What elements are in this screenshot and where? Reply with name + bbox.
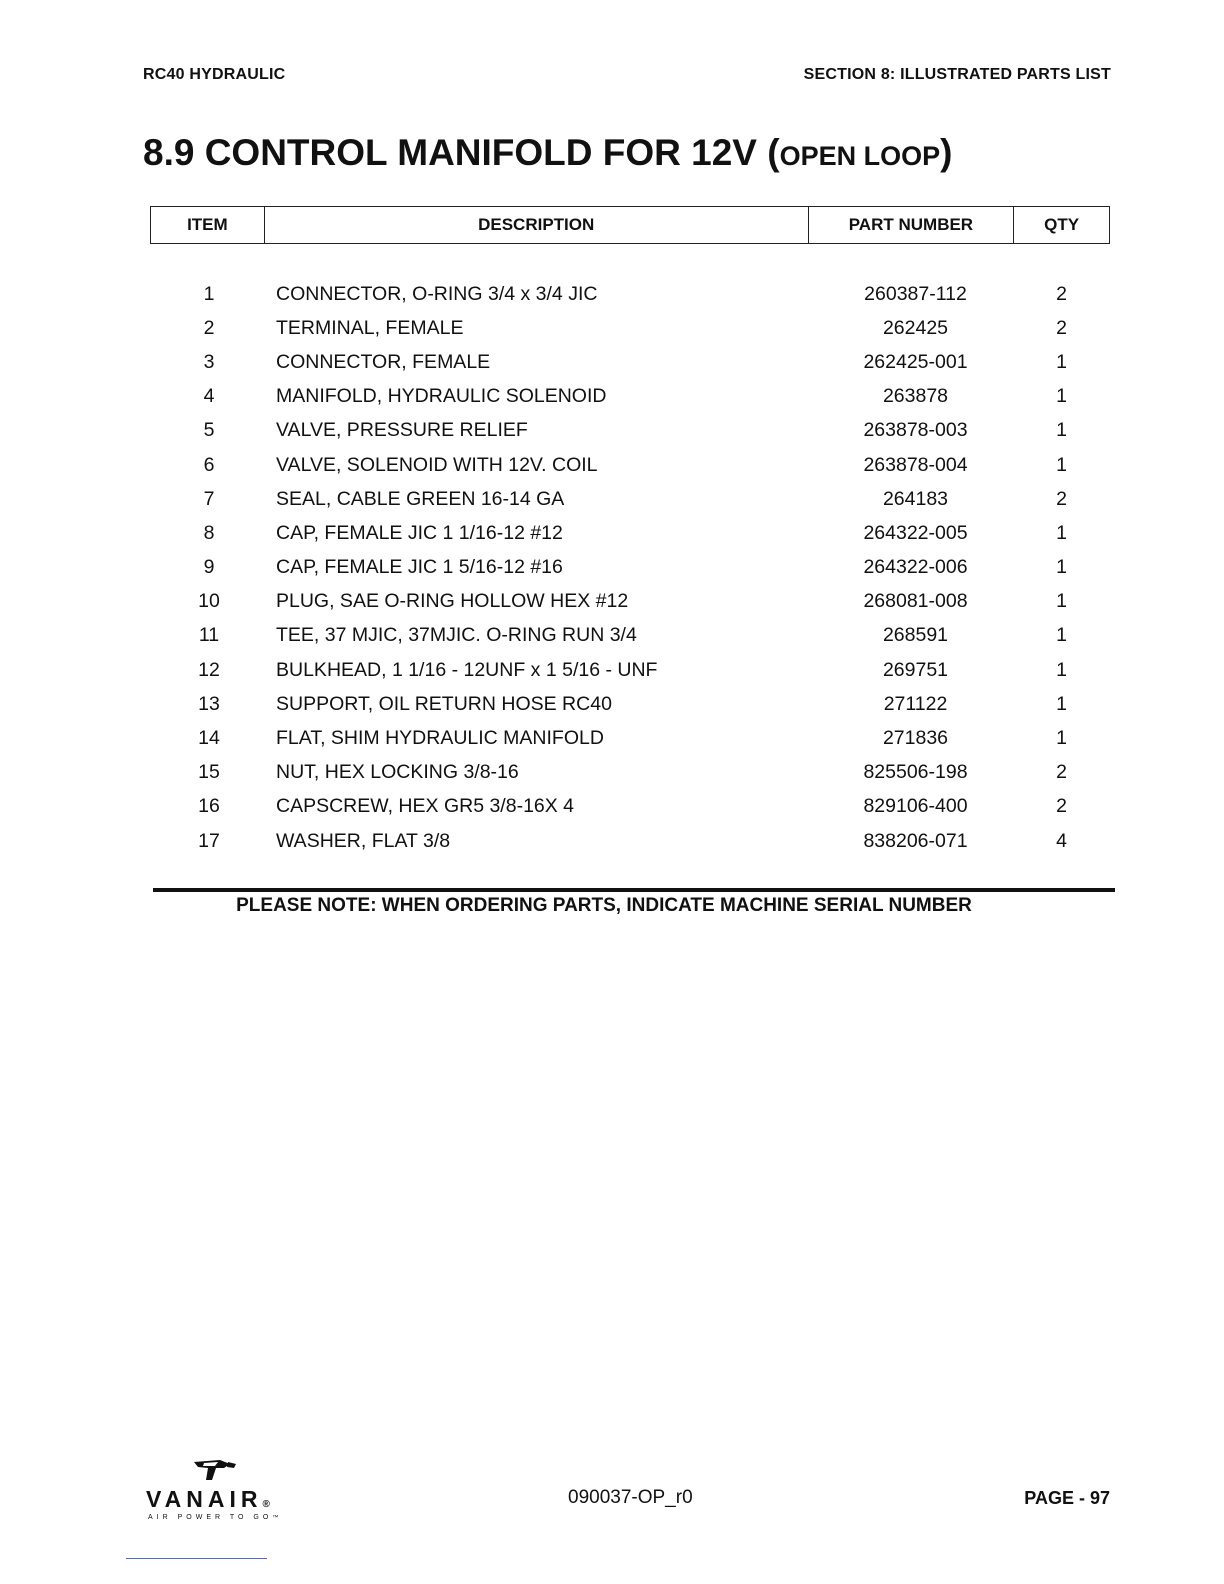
description-cell: CONNECTOR, FEMALE bbox=[276, 350, 491, 373]
part-number-cell: 264322-005 bbox=[863, 521, 968, 544]
table-row bbox=[150, 653, 1110, 687]
tagline-text: AIR POWER TO GO bbox=[148, 1514, 273, 1521]
description-cell: CAP, FEMALE JIC 1 5/16-12 #16 bbox=[276, 556, 563, 579]
description-cell: NUT, HEX LOCKING 3/8-16 bbox=[276, 761, 519, 784]
table-row bbox=[150, 380, 1110, 414]
footer-line bbox=[126, 1558, 267, 1559]
column-header-description: DESCRIPTION bbox=[265, 207, 809, 243]
item-cell: 5 bbox=[203, 419, 215, 442]
item-cell: 17 bbox=[198, 829, 220, 852]
table-row bbox=[150, 687, 1110, 721]
part-number-cell: 264183 bbox=[882, 487, 949, 510]
table-row bbox=[150, 482, 1110, 516]
page-number: PAGE - 97 bbox=[1024, 1488, 1110, 1508]
qty-cell: 2 bbox=[1056, 795, 1067, 818]
description-cell: BULKHEAD, 1 1/16 - 12UNF x 1 5/16 - UNF bbox=[276, 658, 658, 681]
qty-cell: 1 bbox=[1056, 692, 1067, 715]
table-row bbox=[150, 585, 1110, 619]
table-row bbox=[150, 824, 1110, 858]
item-cell: 9 bbox=[203, 556, 215, 579]
table-row bbox=[150, 721, 1110, 755]
qty-cell: 1 bbox=[1056, 521, 1067, 544]
item-cell: 16 bbox=[198, 795, 220, 818]
table-row bbox=[150, 414, 1110, 448]
description-cell: PLUG, SAE O-RING HOLLOW HEX #12 bbox=[276, 590, 629, 613]
part-number-cell: 271122 bbox=[883, 692, 948, 715]
item-cell: 7 bbox=[203, 487, 215, 510]
table-row bbox=[150, 345, 1110, 379]
description-cell: VALVE, PRESSURE RELIEF bbox=[276, 419, 528, 442]
title-main: 8.9 CONTROL MANIFOLD FOR 12V bbox=[143, 132, 768, 173]
divider bbox=[153, 888, 1115, 892]
qty-cell: 1 bbox=[1056, 624, 1067, 647]
description-cell: CAPSCREW, HEX GR5 3/8-16X 4 bbox=[276, 795, 575, 818]
tagline-trademark: ™ bbox=[272, 1515, 279, 1521]
qty-cell: 1 bbox=[1056, 453, 1067, 476]
part-number-cell: 262425-001 bbox=[863, 350, 968, 373]
brand-logo bbox=[146, 1486, 270, 1513]
table-row bbox=[150, 516, 1110, 550]
item-cell: 13 bbox=[198, 692, 220, 715]
description-cell: VALVE, SOLENOID WITH 12V. COIL bbox=[276, 453, 598, 476]
item-cell: 15 bbox=[198, 761, 220, 784]
part-number-cell: 263878-003 bbox=[863, 419, 968, 442]
parts-table-body bbox=[150, 277, 1110, 858]
table-row bbox=[150, 551, 1110, 585]
ordering-note: PLEASE NOTE: WHEN ORDERING PARTS, INDICATE MACHINE SERIAL NUMBER bbox=[236, 895, 972, 916]
part-number-cell: 838206-071 bbox=[863, 829, 968, 852]
item-cell: 8 bbox=[203, 521, 215, 544]
table-row bbox=[150, 448, 1110, 482]
qty-cell: 4 bbox=[1056, 829, 1067, 852]
qty-cell: 2 bbox=[1056, 487, 1067, 510]
qty-cell: 2 bbox=[1056, 316, 1067, 339]
part-number-cell: 263878 bbox=[882, 385, 949, 408]
qty-cell: 2 bbox=[1056, 761, 1067, 784]
part-number-cell: 825506-198 bbox=[863, 761, 968, 784]
description-cell: SUPPORT, OIL RETURN HOSE RC40 bbox=[276, 692, 612, 715]
table-row bbox=[150, 756, 1110, 790]
item-cell: 4 bbox=[203, 385, 215, 408]
column-header-item: ITEM bbox=[151, 207, 265, 243]
table-row bbox=[150, 790, 1110, 824]
part-number-cell: 264322-006 bbox=[863, 556, 968, 579]
page-title bbox=[143, 132, 952, 174]
description-cell: SEAL, CABLE GREEN 16-14 GA bbox=[276, 487, 565, 510]
title-small-caps: OPEN LOOP bbox=[779, 141, 941, 171]
part-number-cell: 268591 bbox=[882, 624, 949, 647]
title-paren-open: ( bbox=[767, 132, 780, 173]
description-cell: TEE, 37 MJIC, 37MJIC. O-RING RUN 3/4 bbox=[276, 624, 637, 647]
brand-registered-mark: ® bbox=[262, 1499, 270, 1510]
part-number-cell: 262425 bbox=[882, 316, 949, 339]
item-cell: 1 bbox=[203, 282, 215, 305]
item-cell: 6 bbox=[203, 453, 215, 476]
table-row bbox=[150, 619, 1110, 653]
qty-cell: 1 bbox=[1056, 727, 1067, 750]
table-header bbox=[150, 206, 1110, 244]
table-row bbox=[150, 311, 1110, 345]
vanair-logo-icon bbox=[190, 1458, 238, 1482]
header-right: SECTION 8: ILLUSTRATED PARTS LIST bbox=[803, 66, 1111, 83]
part-number-cell: 269751 bbox=[882, 658, 949, 681]
item-cell: 10 bbox=[198, 590, 220, 613]
item-cell: 11 bbox=[198, 624, 220, 647]
qty-cell: 1 bbox=[1056, 419, 1067, 442]
part-number-cell: 260387-112 bbox=[864, 282, 967, 305]
description-cell: CAP, FEMALE JIC 1 1/16-12 #12 bbox=[276, 521, 563, 544]
brand-tagline bbox=[148, 1514, 278, 1521]
item-cell: 12 bbox=[198, 658, 220, 681]
table-row bbox=[150, 277, 1110, 311]
column-header-part-number: PART NUMBER bbox=[809, 207, 1015, 243]
part-number-cell: 268081-008 bbox=[863, 590, 968, 613]
brand-name: VANAIR bbox=[146, 1486, 263, 1512]
qty-cell: 1 bbox=[1056, 350, 1067, 373]
qty-cell: 1 bbox=[1056, 590, 1067, 613]
qty-cell: 2 bbox=[1056, 282, 1067, 305]
qty-cell: 1 bbox=[1056, 658, 1067, 681]
title-paren-close: ) bbox=[940, 132, 953, 173]
description-cell: FLAT, SHIM HYDRAULIC MANIFOLD bbox=[276, 727, 604, 750]
item-cell: 2 bbox=[203, 316, 215, 339]
part-number-cell: 271836 bbox=[882, 727, 949, 750]
description-cell: WASHER, FLAT 3/8 bbox=[276, 829, 451, 852]
item-cell: 3 bbox=[203, 350, 215, 373]
item-cell: 14 bbox=[198, 727, 220, 750]
description-cell: TERMINAL, FEMALE bbox=[276, 316, 464, 339]
description-cell: MANIFOLD, HYDRAULIC SOLENOID bbox=[276, 385, 607, 408]
qty-cell: 1 bbox=[1056, 385, 1067, 408]
document-number: 090037-OP_r0 bbox=[568, 1487, 693, 1508]
part-number-cell: 263878-004 bbox=[863, 453, 968, 476]
header-left: RC40 HYDRAULIC bbox=[143, 66, 286, 83]
part-number-cell: 829106-400 bbox=[863, 795, 968, 818]
qty-cell: 1 bbox=[1056, 556, 1067, 579]
description-cell: CONNECTOR, O-RING 3/4 x 3/4 JIC bbox=[276, 282, 598, 305]
column-header-qty: QTY bbox=[1044, 215, 1080, 234]
